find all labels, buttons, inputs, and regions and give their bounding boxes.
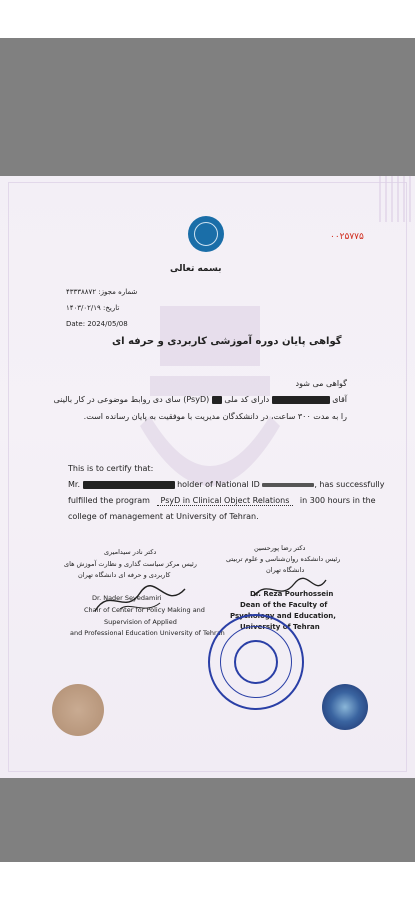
body-line4-en: college of management at University of Tehran. xyxy=(68,512,259,521)
certificate-title: گواهی پایان دوره آموزشی کاربردی و حرفه ای xyxy=(112,336,342,347)
license-number: شماره مجوز: ۴۳۳۳۸۸۷۲ xyxy=(66,288,138,296)
redacted-name-fa xyxy=(272,396,330,404)
body-line3-fa: را به مدت ۳۰۰ ساعت، در دانشکدگان مدیریت با موفقیت به پایان رسانده است. xyxy=(83,412,347,421)
left-signatory-name-fa: دکتر نادر سیدامیری xyxy=(104,548,157,556)
university-logo xyxy=(188,216,224,252)
body-line2-en: Mr. holder of National ID , has successfully xyxy=(68,480,385,489)
right-signatory-title-fa-2: دانشگاه تهران xyxy=(266,566,305,574)
body-line2-fa: آقای دارای کد ملی (PsyD) سای دی روابط موضوعی در کار بالینی xyxy=(53,395,347,404)
redacted-id-en xyxy=(262,483,314,487)
basmala: بسمه تعالی xyxy=(170,264,222,274)
left-signatory-name-en: Dr. Nader Seyedamiri xyxy=(92,594,162,602)
certificate-document xyxy=(0,176,415,778)
top-bar xyxy=(0,0,415,38)
right-signature xyxy=(250,574,330,604)
left-signatory-title-fa-1: رئیس مرکز سیاست گذاری و نظارت آموزش های xyxy=(64,560,197,568)
left-signatory-title-en-2: Supervision of Applied xyxy=(104,618,177,626)
right-signatory-name-fa: دکتر رضا پورحسین xyxy=(254,544,306,552)
hologram-sticker xyxy=(322,684,368,730)
right-signatory-title-en-1: Dean of the Faculty of xyxy=(240,601,328,609)
right-signatory-title-fa-1: رئیس دانشکده روان‌شناسی و علوم تربیتی xyxy=(226,555,341,563)
body-line3-en: fulfilled the program PsyD in Clinical Object Relations in 300 hours in the xyxy=(68,496,376,505)
right-signatory-title-en-2: Psychology and Education, xyxy=(230,612,336,620)
redacted-name-en xyxy=(83,481,175,489)
right-signatory-title-en-3: University of Tehran xyxy=(240,623,320,631)
serial-number: ۰۰۲۵۷۷۵ xyxy=(330,232,364,242)
corner-pattern xyxy=(379,176,415,222)
redacted-id-fa xyxy=(212,396,222,404)
date-english: Date: 2024/05/08 xyxy=(66,320,128,328)
official-stamp xyxy=(208,614,304,710)
bottom-bar xyxy=(0,862,415,900)
embossed-seal xyxy=(52,684,104,736)
left-signatory-title-fa-2: کاربردی و حرفه ای دانشگاه تهران xyxy=(78,571,171,579)
right-signatory-name-en: Dr. Reza Pourhossein xyxy=(250,590,334,598)
date-persian: تاریخ: ۱۴۰۳/۰۲/۱۹ xyxy=(66,304,120,312)
certify-line-en: This is to certify that: xyxy=(68,464,154,473)
left-signatory-title-en-3: and Professional Education University of Tehran xyxy=(70,629,225,637)
top-margin xyxy=(0,38,415,176)
left-signatory-title-en-1: Chair of Center for Policy Making and xyxy=(84,606,205,614)
certify-line-fa: گواهی می شود xyxy=(295,379,347,388)
